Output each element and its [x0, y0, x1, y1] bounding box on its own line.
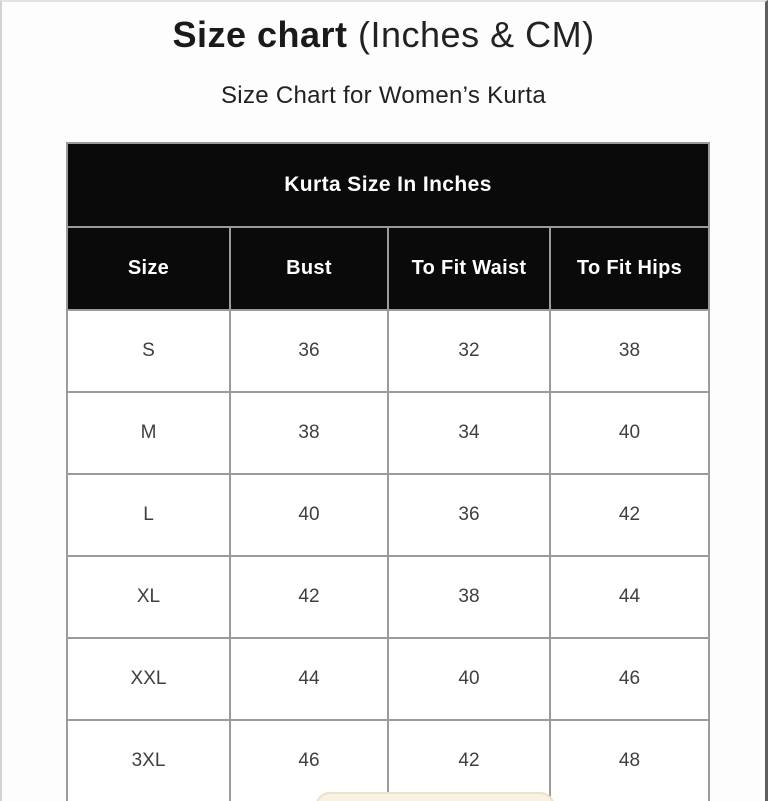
column-header-bust: Bust: [230, 227, 388, 310]
table-row: [67, 310, 709, 392]
measurement-cell: 46: [550, 638, 709, 720]
size-label-cell: M: [67, 392, 230, 474]
measurement-cell: 38: [230, 392, 388, 474]
table-row: [67, 474, 709, 556]
size-table-body: [67, 310, 709, 801]
bottom-button-partial[interactable]: [315, 792, 555, 801]
table-banner-row: [67, 143, 709, 227]
measurement-cell: 38: [550, 310, 709, 392]
table-row: [67, 720, 709, 801]
measurement-cell: 36: [230, 310, 388, 392]
page-subtitle: Size Chart for Women’s Kurta: [221, 82, 546, 109]
measurement-cell: 44: [230, 638, 388, 720]
size-label-cell: L: [67, 474, 230, 556]
measurement-cell: 38: [388, 556, 550, 638]
measurement-cell: 42: [388, 720, 550, 801]
table-header-row: [67, 227, 709, 310]
column-header-waist: To Fit Waist: [388, 227, 550, 310]
column-header-hips: To Fit Hips: [550, 227, 709, 310]
measurement-cell: 42: [550, 474, 709, 556]
measurement-cell: 34: [388, 392, 550, 474]
table-row: [67, 638, 709, 720]
column-header-size: Size: [67, 227, 230, 310]
measurement-cell: 46: [230, 720, 388, 801]
measurement-cell: 42: [230, 556, 388, 638]
measurement-cell: 40: [550, 392, 709, 474]
measurement-cell: 48: [550, 720, 709, 801]
table-row: [67, 556, 709, 638]
size-label-cell: S: [67, 310, 230, 392]
measurement-cell: 32: [388, 310, 550, 392]
measurement-cell: 40: [230, 474, 388, 556]
table-banner: Kurta Size In Inches: [67, 143, 709, 227]
page-title-units: (Inches & CM): [347, 14, 595, 55]
measurement-cell: 40: [388, 638, 550, 720]
page-title: [2, 14, 765, 56]
measurement-cell: 36: [388, 474, 550, 556]
table-row: [67, 392, 709, 474]
size-table: [66, 142, 708, 801]
size-label-cell: 3XL: [67, 720, 230, 801]
size-label-cell: XXL: [67, 638, 230, 720]
page-title-bold: Size chart: [172, 14, 348, 55]
measurement-cell: 44: [550, 556, 709, 638]
size-label-cell: XL: [67, 556, 230, 638]
